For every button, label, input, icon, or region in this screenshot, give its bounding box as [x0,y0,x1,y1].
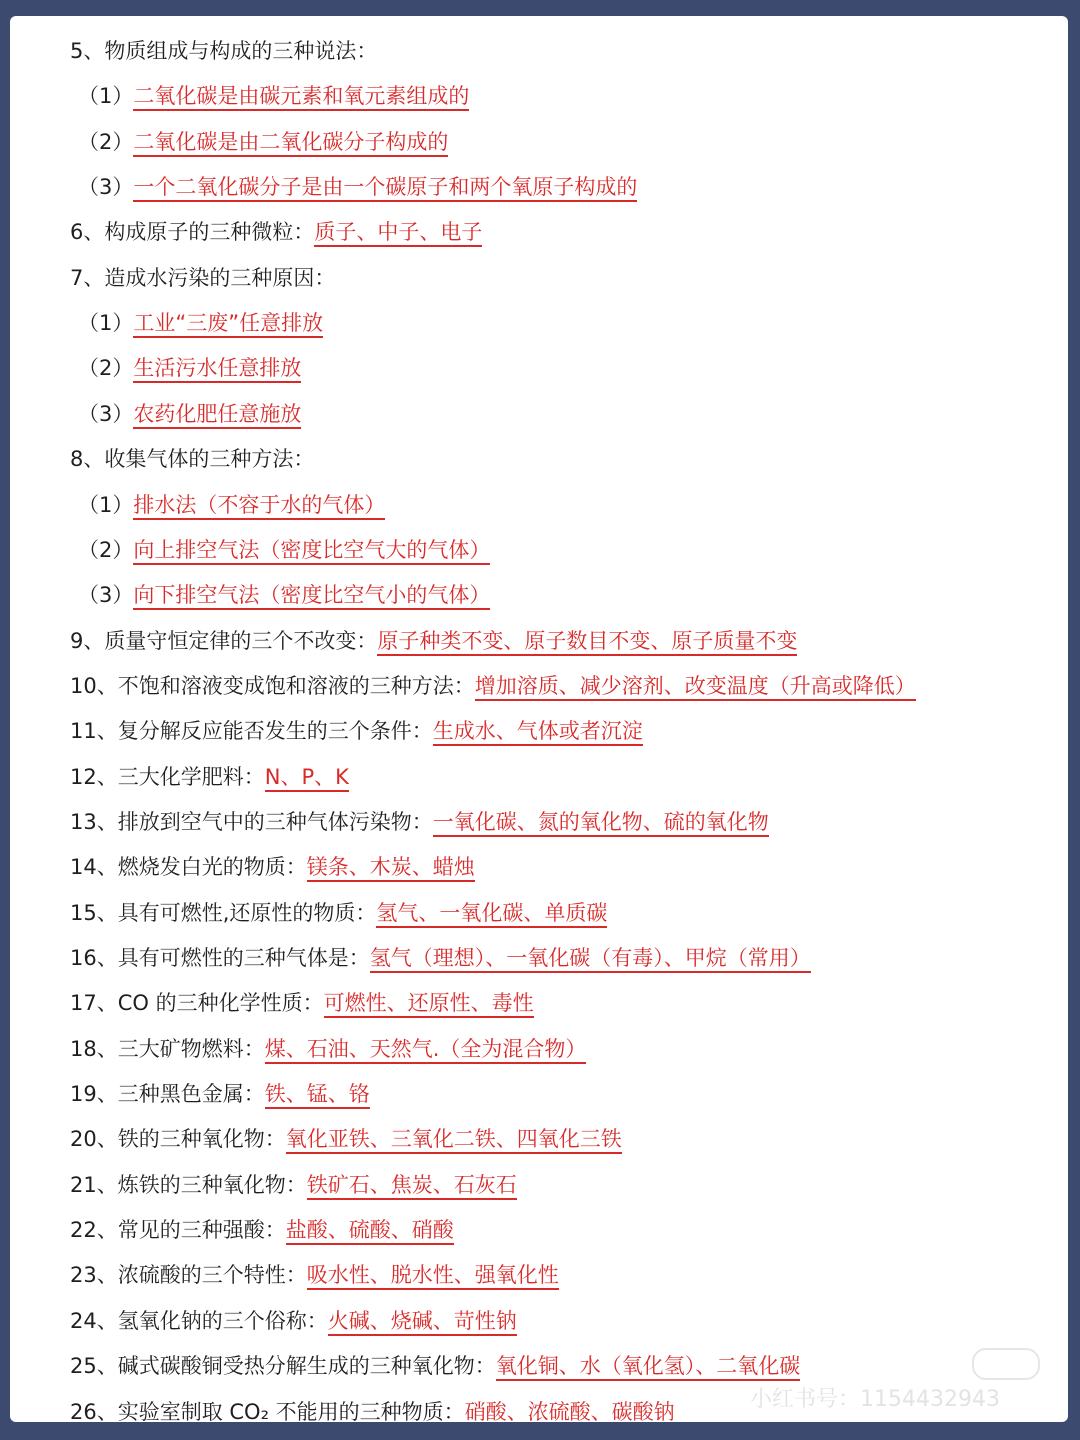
item-answer: 氧化亚铁、三氧化二铁、四氧化三铁 [286,1127,622,1154]
item-label: 11、复分解反应能否发生的三个条件： [70,719,433,744]
item-label: 16、具有可燃性的三种气体是： [70,946,370,970]
item-answer: 镁条、木炭、蜡烛 [307,855,475,882]
numbered-item [10,941,811,975]
item-answer: 增加溶质、减少溶剂、改变温度（升高或降低） [475,674,916,701]
item-answer: 质子、中子、电子 [314,220,482,247]
numbered-item [10,215,482,249]
numbered-item [10,1304,517,1338]
item-answer: 一氧化碳、氮的氧化物、硫的氧化物 [433,810,769,837]
numbered-item [10,986,534,1020]
item-label: 14、燃烧发白光的物质： [70,855,307,880]
numbered-item [10,669,916,703]
sub-item [10,397,301,431]
numbered-item [10,805,769,839]
item-label: （2） [78,356,134,381]
item-answer: 向上排空气法（密度比空气大的气体） [133,538,490,565]
item-answer: 二氧化碳是由二氧化碳分子构成的 [133,130,448,157]
sub-item [10,351,301,385]
item-label: 23、浓硫酸的三个特性： [70,1263,307,1288]
watermark-text: 小红书号：1154432943 [750,1387,1000,1412]
numbered-item [10,1258,559,1292]
item-label: 20、铁的三种氧化物： [70,1127,286,1152]
numbered-item [10,442,314,476]
item-answer: 铁、锰、铬 [265,1082,370,1109]
item-answer: 硝酸、浓硫酸、碳酸钠 [465,1400,675,1423]
item-label: （1） [78,311,134,336]
item-label: （1） [78,84,134,109]
numbered-item [10,1349,800,1383]
item-label: 6、构成原子的三种微粒： [70,220,315,245]
numbered-item [10,1077,370,1111]
notes-sheet [10,16,1068,1422]
item-answer: 火碱、烧碱、苛性钠 [328,1309,517,1336]
item-answer: 铁矿石、焦炭、石灰石 [307,1173,517,1200]
item-label: 10、不饱和溶液变成饱和溶液的三种方法： [70,673,475,698]
item-answer: 盐酸、硫酸、硝酸 [286,1218,454,1245]
numbered-item [10,261,335,295]
numbered-item [10,1122,622,1156]
item-label: 15、具有可燃性,还原性的物质： [70,900,377,925]
numbered-item [10,896,607,930]
item-label: 22、常见的三种强酸： [70,1218,286,1243]
item-label: （3） [78,583,134,608]
watermark-logo [972,1348,1040,1380]
sub-item [10,170,637,204]
numbered-item [10,1168,517,1202]
sub-item [10,533,490,567]
numbered-item [10,1032,586,1066]
item-answer: 氧化铜、水（氧化氢）、二氧化碳 [496,1354,801,1381]
item-label: 26、实验室制取 CO₂ 不能用的三种物质： [70,1399,465,1422]
item-answer: 原子种类不变、原子数目不变、原子质量不变 [377,629,797,656]
item-answer: 氢气（理想）、一氧化碳（有毒）、甲烷（常用） [370,946,811,973]
sub-item [10,125,448,159]
numbered-item [10,1395,675,1423]
item-label: 8、收集气体的三种方法： [70,447,315,472]
item-label: 9、质量守恒定律的三个不改变： [70,628,378,653]
sub-item [10,578,490,612]
numbered-item [10,760,349,794]
numbered-item [10,1213,454,1247]
item-label: 17、CO 的三种化学性质： [70,991,324,1016]
item-answer: 工业“三废”任意排放 [133,311,323,338]
item-answer: 氢气、一氧化碳、单质碳 [376,901,607,928]
item-label: 5、物质组成与构成的三种说法： [70,39,378,63]
sub-item [10,306,323,340]
numbered-item [10,850,475,884]
sub-item [10,79,469,113]
item-label: （2） [78,537,134,562]
item-label: （3） [78,401,134,426]
item-answer: 煤、石油、天然气.（全为混合物） [265,1037,587,1064]
item-answer: 向下排空气法（密度比空气小的气体） [133,583,490,610]
item-label: 7、造成水污染的三种原因： [70,265,336,290]
item-answer: 农药化肥任意施放 [133,402,301,429]
numbered-item [10,34,377,68]
item-answer: 生活污水任意排放 [133,356,301,383]
item-label: 12、三大化学肥料： [70,764,265,789]
item-answer: 可燃性、还原性、毒性 [324,991,534,1018]
item-answer: 二氧化碳是由碳元素和氧元素组成的 [133,84,469,111]
item-label: （2） [78,129,134,154]
numbered-item [10,714,643,748]
item-answer: 一个二氧化碳分子是由一个碳原子和两个氧原子构成的 [133,175,637,202]
item-label: （3） [78,175,134,200]
item-label: （1） [78,492,134,517]
item-label: 18、三大矿物燃料： [70,1036,265,1061]
item-answer: N、P、K [265,765,349,792]
numbered-item [10,624,797,658]
item-label: 13、排放到空气中的三种气体污染物： [70,809,433,834]
item-answer: 排水法（不容于水的气体） [133,493,385,520]
item-label: 19、三种黑色金属： [70,1082,265,1107]
item-label: 25、碱式碳酸铜受热分解生成的三种氧化物： [70,1354,496,1379]
item-label: 21、炼铁的三种氧化物： [70,1172,307,1197]
item-answer: 吸水性、脱水性、强氧化性 [307,1263,559,1290]
sub-item [10,488,385,522]
item-answer: 生成水、气体或者沉淀 [433,719,643,746]
item-label: 24、氢氧化钠的三个俗称： [70,1308,328,1333]
